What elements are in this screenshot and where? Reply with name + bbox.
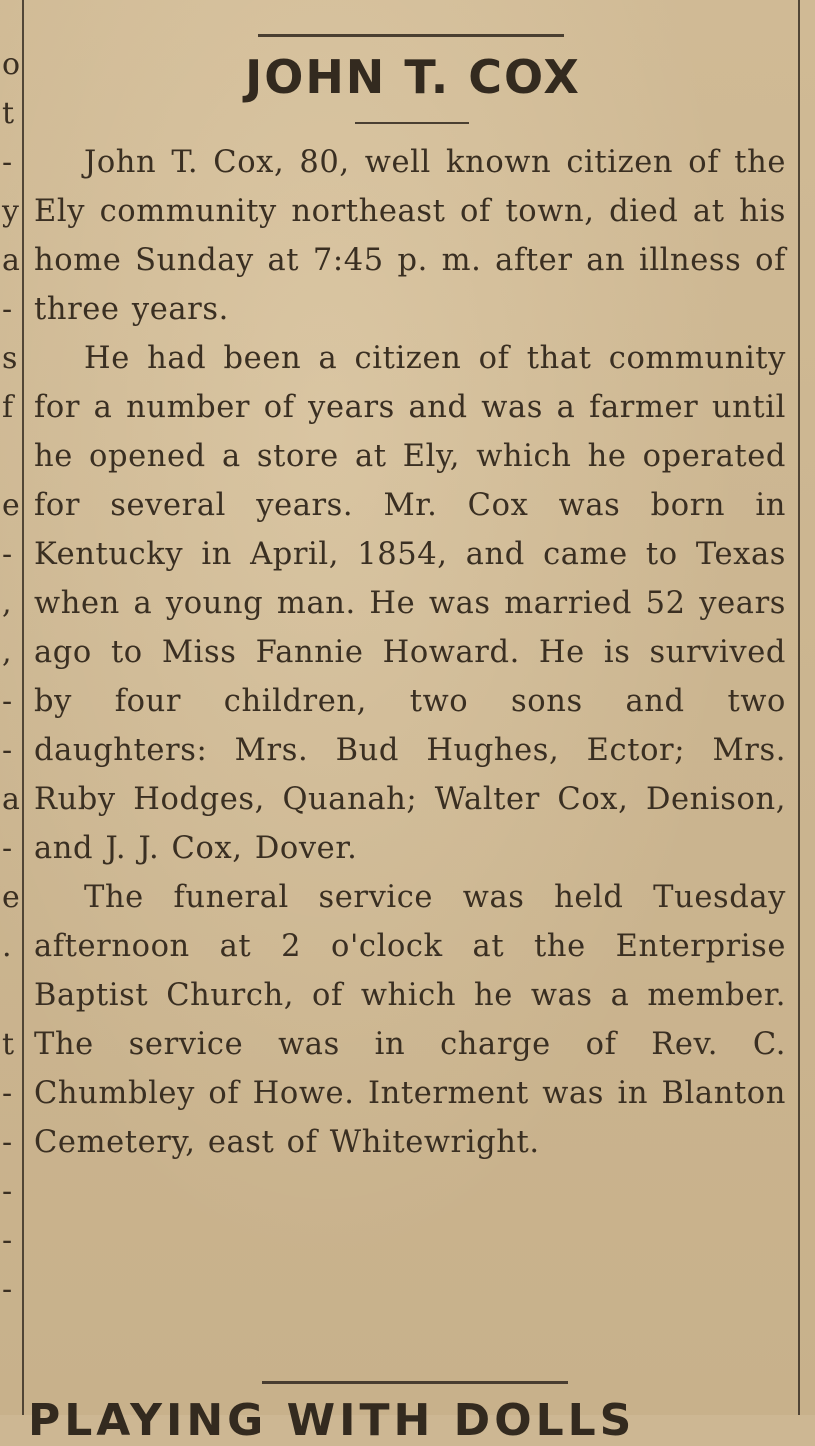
left-column-fragment: , [2,586,12,621]
left-column-fragment: , [2,635,12,670]
column-rule-left [22,0,24,1415]
left-column-fragment: s [2,341,18,376]
left-column-fragment: y [2,194,19,229]
paragraph-1: John T. Cox, 80, well known citizen of the Ely community northeast of town, died at his home Sunday at 7:45 p. m. after an illness of three years. [34,145,786,327]
article-headline: JOHN T. COX [245,50,581,104]
left-column-fragment: - [2,733,13,768]
next-article-headline: PLAYING WITH DOLLS [28,1395,636,1446]
left-column-fragment: t [2,96,15,131]
left-column-fragment: o [2,47,21,82]
left-column-fragment: e [2,880,20,915]
left-column-fragment: a [2,243,20,278]
left-column-fragment: - [2,1076,13,1111]
top-rule [258,34,564,37]
left-column-fragment [0,432,2,481]
paragraph-3: The funeral service was held Tuesday afternoon at 2 o'clock at the Enterprise Baptist Church, of which he was a member. The service was in charge of Rev. C. Chumbley of Howe. Interment was in Blanton Cemetery, east of Whitewright. [34,880,786,1160]
left-column-fragment: - [2,684,13,719]
left-column-fragment: f [2,390,14,425]
article-body [34,138,786,1167]
left-column-fragment: - [2,1174,13,1209]
left-column-fragment: - [2,292,13,327]
left-column-fragment: t [2,1027,15,1062]
left-column-fragment: . [2,929,12,964]
left-column-fragment: e [2,488,20,523]
left-column-fragment: - [2,831,13,866]
paragraph-2: He had been a citizen of that community for a number of years and was a farmer until he opened a store at Ely, which he operated for several years. Mr. Cox was born in Kentucky in April, 1854, and came to Texas when a young man. He was married 52 years ago to Miss Fannie Howard. He is survived by four children, two sons and two daughters: Mrs. Bud Hughes, Ector; Mrs. Ruby Hodges, Quanah; Walter Cox, Denison, and J. J. Cox, Dover. [34,341,786,866]
left-column-fragment: - [2,537,13,572]
left-column-fragments [0,0,20,1415]
column-rule-right [798,0,800,1415]
left-column-fragment: - [2,145,13,180]
bottom-rule [262,1381,568,1384]
left-column-fragment: - [2,1125,13,1160]
headline-underline [355,122,469,124]
left-column-fragment: a [2,782,20,817]
left-column-fragment [0,971,2,1020]
left-column-fragment: - [2,1272,13,1307]
left-column-fragment: - [2,1223,13,1258]
